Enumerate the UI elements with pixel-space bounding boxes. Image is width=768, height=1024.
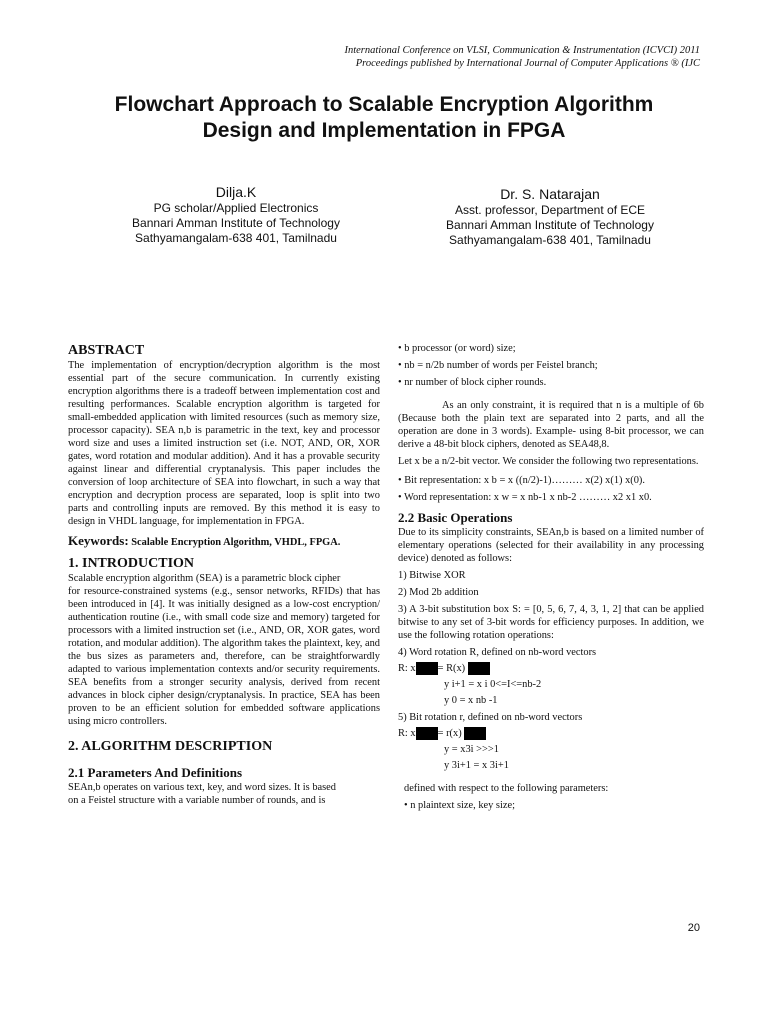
abstract-text: The implementation of encryption/decryption algorithm is the most essential part of the secure communication. In currently existing encryption algorithms there is a tradeoff between implementation cost and resulting performances. Scalable encryption algorithm is targeted for small-embedded application with limited resources (such as memory size, processor capacity). SEA n,b is parametric in the text, key and processor word size and uses a limited instruction set (i.e. NOT, AND, OR, XOR gates, word rotation and modular addition). And it has a provable security against linear and differential cryptanalysis. This paper includes the conversion of loop architecture of SEA into flowchart, in such a way that encryption and decryption process are separated, loop is split into two parts and controlling inputs are removed. By this method it is easy to design in VHDL language, for implementation in FPGA. (68, 360, 380, 527)
word-rotation-line-2: y i+1 = x i 0<=I<=nb-2 (444, 679, 542, 691)
redacted-block (464, 727, 486, 740)
word-representation: • Word representation: x w = x nb-1 x nb-2 ……… x2 x1 x0. (398, 492, 652, 503)
redacted-block (416, 662, 438, 675)
keywords (68, 534, 380, 549)
operation-word-rotation: 4) Word rotation R, defined on nb-word vectors (398, 647, 597, 658)
operation-bit-rotation: 5) Bit rotation r, defined on nb-word vectors (398, 712, 583, 724)
parameters-paragraph-1: SEAn,b operates on various text, key, and word sizes. It is based (68, 782, 336, 793)
bit-rotation-line-2: y = x3i >>>1 (444, 744, 499, 756)
introduction-paragraph-2: for resource-constrained systems (e.g., sensor networks, RFIDs) that has been introduced in [4]. It was initially designed as a low-cost encryption/ authentication routine (i.e., with small code size and memory) targeted for processors with a limited instruction set (i.e., AND, OR, XOR gates, word rotation, and modular addition). The algorithm takes the plaintext, key, and the bus sizes as parameters and, therefore, can be straightforwardly adapted to various implementation contexts and/or security requirements. SEA benefits from a stronger security analysis, derived from recent advances in block cipher design/cryptanalysis. In practice, SEA has been proven to be an efficient solution for embedded software applications using micro controllers. (68, 586, 380, 727)
bit-rotation-line-3: y 3i+1 = x 3i+1 (444, 760, 509, 772)
parameters-paragraph-2: on a Feistel structure with a variable number of rounds, and is (68, 795, 326, 806)
author-block-1 (88, 184, 384, 246)
running-header (344, 44, 700, 70)
author-role: Asst. professor, Department of ECE (454, 203, 646, 217)
introduction-paragraph-1: Scalable encryption algorithm (SEA) is a parametric block cipher (68, 573, 341, 584)
basic-operations-heading: 2.2 Basic Operations (398, 510, 513, 525)
operation-xor: 1) Bitwise XOR (398, 570, 466, 581)
title-line-1: Flowchart Approach to Scalable Encryption Algorithm (114, 93, 654, 116)
bit-representation: • Bit representation: x b = x ((n/2)-1)……… x(2) x(1) x(0). (398, 475, 645, 486)
algorithm-description-heading: 2. ALGORITHM DESCRIPTION (68, 739, 273, 754)
constraint-paragraph: As an only constraint, it is required that n is a multiple of 6b (Because both the plain text are separated into 2 parts, and all the operation are done in 3 words). Example- using 8-bit processor, we can derive a 48-bit block ciphers, denoted as SEA48,8. (398, 400, 704, 450)
parameters-intro: defined with respect to the following parameters: (404, 783, 609, 795)
page-number: 20 (687, 922, 700, 934)
author-address: Sathyamangalam-638 401, Tamilnadu (135, 231, 337, 245)
parameters-heading: 2.1 Parameters And Definitions (68, 765, 243, 780)
conference-line: International Conference on VLSI, Communication & Instrumentation (ICVCI) 2011 (344, 45, 700, 56)
operations-intro: Due to its simplicity constraints, SEAn,b is based on a limited number of elementary operations (selected for their availability in any processing device) denoted as follows: (398, 527, 704, 564)
operation-substitution-box: 3) A 3-bit substitution box S: = [0, 5, 6, 7, 4, 3, 1, 2] that can be applied bitwise to any set of 3-bit words for efficiency purposes. In addition, we use the following rotation operations: (398, 604, 704, 641)
author-address: Sathyamangalam-638 401, Tamilnadu (449, 233, 651, 247)
word-rotation-line-3: y 0 = x nb -1 (444, 695, 498, 707)
abstract-heading: ABSTRACT (68, 343, 145, 358)
word-rotation-formula: R: x = R(x) (398, 662, 704, 675)
title-line-2: Design and Implementation in FPGA (202, 119, 566, 142)
vector-paragraph: Let x be a n/2-bit vector. We consider the following two representations. (398, 456, 699, 467)
paper-title (0, 92, 768, 144)
introduction-heading: 1. INTRODUCTION (68, 556, 195, 571)
author-institution: Bannari Amman Institute of Technology (446, 218, 654, 232)
author-name: Dilja.K (215, 184, 257, 200)
proceedings-line: Proceedings published by International Journal of Computer Applications ® (IJC (355, 58, 700, 69)
left-column (68, 342, 380, 807)
bullet-plaintext-size: • n plaintext size, key size; (404, 800, 515, 812)
bit-rotation-formula: R: x = r(x) (398, 727, 704, 740)
bullet-processor-size: • b processor (or word) size; (398, 343, 516, 354)
redacted-block (416, 727, 438, 740)
author-name: Dr. S. Natarajan (500, 186, 600, 202)
keywords-label: Keywords: (68, 533, 129, 548)
author-institution: Bannari Amman Institute of Technology (132, 216, 340, 230)
author-role: PG scholar/Applied Electronics (153, 201, 319, 215)
bullet-rounds: • nr number of block cipher rounds. (398, 377, 547, 388)
operation-mod-addition: 2) Mod 2b addition (398, 587, 479, 598)
redacted-block (468, 662, 490, 675)
keywords-text: Scalable Encryption Algorithm, VHDL, FPGA. (131, 537, 341, 548)
bullet-words-per-branch: • nb = n/2b number of words per Feistel branch; (398, 360, 598, 371)
author-block-2 (400, 186, 700, 248)
right-column (398, 342, 704, 812)
